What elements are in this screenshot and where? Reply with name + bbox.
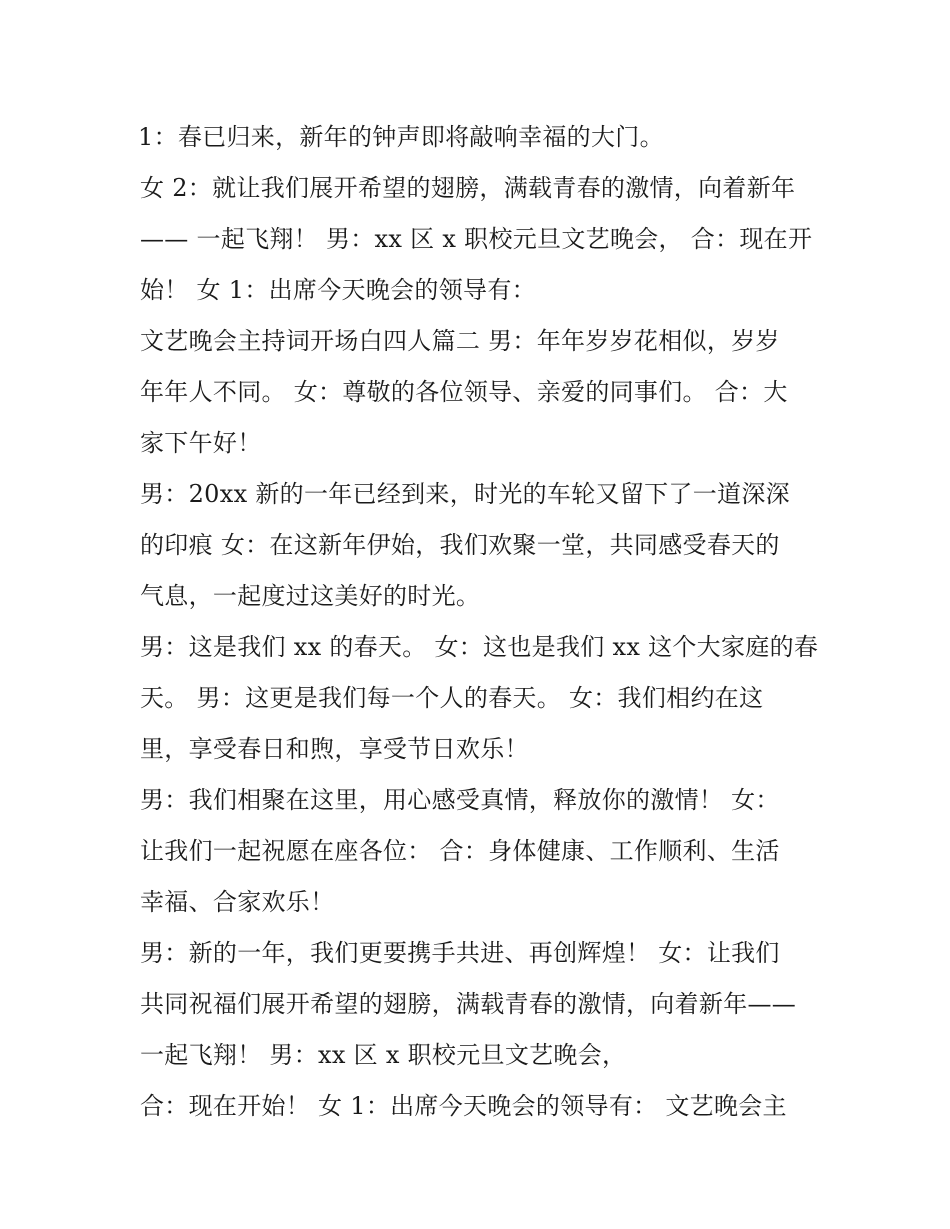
text-line: 一起飞翔！ 男：xx 区 x 职校元旦文艺晚会， bbox=[140, 1041, 627, 1069]
text-line: 男：新的一年，我们更要携手共进、再创辉煌！ 女：让我们 bbox=[140, 939, 780, 967]
text-line: 幸福、合家欢乐！ bbox=[140, 888, 335, 916]
text-line: 1：春已归来，新年的钟声即将敲响幸福的大门。 bbox=[138, 123, 664, 151]
text-line: 让我们一起祝愿在座各位： 合：身体健康、工作顺利、生活 bbox=[140, 837, 780, 865]
text-line: 共同祝福们展开希望的翅膀，满载青春的激情，向着新年—— bbox=[140, 990, 797, 1018]
text-line: 里，享受春日和煦，享受节日欢乐！ bbox=[140, 735, 529, 763]
text-line: 女 2：就让我们展开希望的翅膀，满载青春的激情，向着新年 bbox=[140, 174, 796, 202]
text-line: 男：这是我们 xx 的春天。 女：这也是我们 xx 这个大家庭的春 bbox=[140, 633, 819, 661]
text-line: 男：20xx 新的一年已经到来，时光的车轮又留下了一道深深 bbox=[140, 480, 790, 508]
text-line: —— 一起飞翔！ 男：xx 区 x 职校元旦文艺晚会， 合：现在开 bbox=[140, 225, 813, 253]
text-line: 家下午好！ bbox=[140, 429, 262, 457]
text-line: 合：现在开始！ 女 1：出席今天晚会的领导有： 文艺晚会主 bbox=[140, 1092, 787, 1120]
text-line: 气息，一起度过这美好的时光。 bbox=[140, 582, 481, 610]
text-line: 始！ 女 1：出席今天晚会的领导有： bbox=[140, 276, 536, 304]
document-body bbox=[140, 112, 820, 1132]
text-line: 男：我们相聚在这里，用心感受真情，释放你的激情！ 女： bbox=[140, 786, 780, 814]
text-line: 年年人不同。 女：尊敬的各位领导、亲爱的同事们。 合：大 bbox=[140, 378, 788, 406]
text-line: 天。 男：这更是我们每一个人的春天。 女：我们相约在这 bbox=[140, 684, 764, 712]
text-line: 文艺晚会主持词开场白四人篇二 男：年年岁岁花相似，岁岁 bbox=[140, 327, 780, 355]
text-line: 的印痕 女：在这新年伊始，我们欢聚一堂，共同感受春天的 bbox=[140, 531, 780, 559]
